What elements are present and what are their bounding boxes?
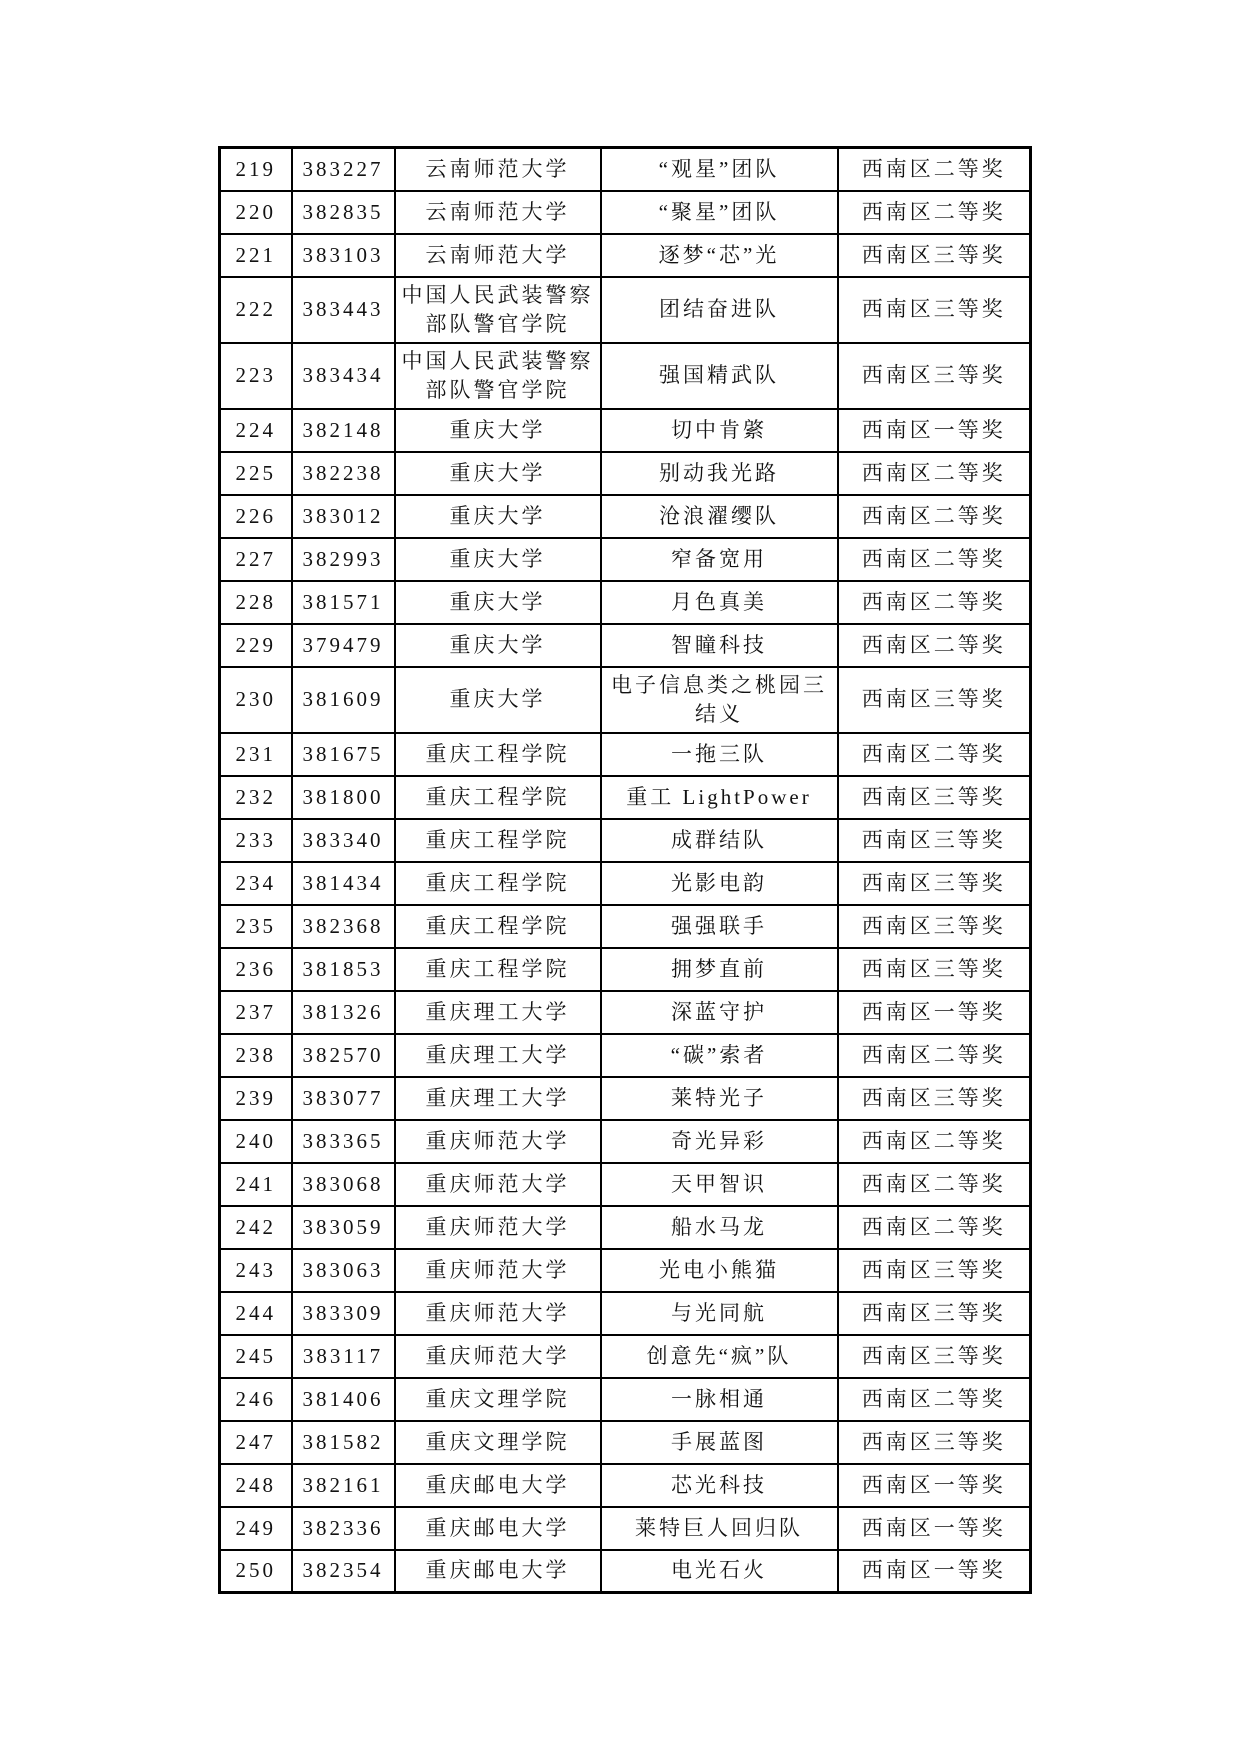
- table-row: [220, 1421, 1031, 1464]
- cell-award: 西南区二等奖: [838, 1163, 1031, 1206]
- cell-school-name: 重庆大学: [395, 538, 601, 581]
- cell-team-name: 月色真美: [601, 581, 838, 624]
- cell-award: 西南区一等奖: [838, 1507, 1031, 1550]
- table-row: [220, 1249, 1031, 1292]
- cell-award: 西南区三等奖: [838, 1077, 1031, 1120]
- cell-serial-number: 248: [220, 1464, 292, 1507]
- cell-serial-number: 222: [220, 277, 292, 343]
- table-row: [220, 495, 1031, 538]
- cell-school-name: 重庆理工大学: [395, 1034, 601, 1077]
- cell-school-name: 重庆邮电大学: [395, 1550, 601, 1593]
- cell-award: 西南区二等奖: [838, 1206, 1031, 1249]
- cell-school-name: 重庆大学: [395, 581, 601, 624]
- cell-serial-number: 235: [220, 905, 292, 948]
- cell-award: 西南区二等奖: [838, 538, 1031, 581]
- cell-team-name: 切中肯綮: [601, 409, 838, 452]
- cell-award: 西南区一等奖: [838, 1550, 1031, 1593]
- cell-award: 西南区一等奖: [838, 409, 1031, 452]
- cell-entry-id: 382161: [292, 1464, 395, 1507]
- cell-serial-number: 231: [220, 733, 292, 776]
- cell-serial-number: 244: [220, 1292, 292, 1335]
- cell-serial-number: 230: [220, 667, 292, 733]
- table-row: [220, 905, 1031, 948]
- cell-school-name: 重庆师范大学: [395, 1120, 601, 1163]
- cell-entry-id: 381406: [292, 1378, 395, 1421]
- cell-team-name: 奇光异彩: [601, 1120, 838, 1163]
- table-row: [220, 1163, 1031, 1206]
- cell-entry-id: 381326: [292, 991, 395, 1034]
- cell-team-name: 光影电韵: [601, 862, 838, 905]
- cell-award: 西南区二等奖: [838, 624, 1031, 667]
- cell-school-name: 重庆工程学院: [395, 733, 601, 776]
- table-row: [220, 862, 1031, 905]
- table-row: [220, 277, 1031, 343]
- cell-serial-number: 245: [220, 1335, 292, 1378]
- cell-award: 西南区三等奖: [838, 1249, 1031, 1292]
- cell-award: 西南区三等奖: [838, 234, 1031, 277]
- cell-entry-id: 381582: [292, 1421, 395, 1464]
- table-row: [220, 1507, 1031, 1550]
- cell-school-name: 重庆工程学院: [395, 819, 601, 862]
- cell-entry-id: 383103: [292, 234, 395, 277]
- cell-entry-id: 381800: [292, 776, 395, 819]
- cell-school-name: 重庆大学: [395, 624, 601, 667]
- cell-award: 西南区二等奖: [838, 191, 1031, 234]
- cell-award: 西南区三等奖: [838, 1292, 1031, 1335]
- cell-serial-number: 221: [220, 234, 292, 277]
- cell-entry-id: 379479: [292, 624, 395, 667]
- cell-school-name: 重庆理工大学: [395, 1077, 601, 1120]
- cell-school-name: 重庆文理学院: [395, 1421, 601, 1464]
- cell-award: 西南区三等奖: [838, 667, 1031, 733]
- cell-serial-number: 239: [220, 1077, 292, 1120]
- cell-team-name: 船水马龙: [601, 1206, 838, 1249]
- cell-entry-id: 383434: [292, 343, 395, 409]
- cell-entry-id: 382148: [292, 409, 395, 452]
- cell-serial-number: 250: [220, 1550, 292, 1593]
- cell-school-name: 重庆文理学院: [395, 1378, 601, 1421]
- table-row: [220, 234, 1031, 277]
- table-row: [220, 1335, 1031, 1378]
- cell-serial-number: 224: [220, 409, 292, 452]
- cell-entry-id: 383063: [292, 1249, 395, 1292]
- cell-team-name: 芯光科技: [601, 1464, 838, 1507]
- table-row: [220, 819, 1031, 862]
- cell-entry-id: 383309: [292, 1292, 395, 1335]
- cell-school-name: 云南师范大学: [395, 148, 601, 191]
- cell-team-name: 别动我光路: [601, 452, 838, 495]
- cell-award: 西南区二等奖: [838, 1034, 1031, 1077]
- table-row: [220, 581, 1031, 624]
- cell-team-name: 沧浪濯缨队: [601, 495, 838, 538]
- cell-serial-number: 243: [220, 1249, 292, 1292]
- cell-serial-number: 238: [220, 1034, 292, 1077]
- cell-award: 西南区二等奖: [838, 148, 1031, 191]
- cell-serial-number: 247: [220, 1421, 292, 1464]
- cell-serial-number: 249: [220, 1507, 292, 1550]
- cell-entry-id: 383365: [292, 1120, 395, 1163]
- cell-serial-number: 220: [220, 191, 292, 234]
- cell-serial-number: 241: [220, 1163, 292, 1206]
- table-row: [220, 452, 1031, 495]
- cell-award: 西南区三等奖: [838, 1421, 1031, 1464]
- cell-serial-number: 246: [220, 1378, 292, 1421]
- cell-entry-id: 382238: [292, 452, 395, 495]
- cell-award: 西南区二等奖: [838, 1378, 1031, 1421]
- cell-award: 西南区三等奖: [838, 862, 1031, 905]
- cell-team-name: 成群结队: [601, 819, 838, 862]
- cell-entry-id: 382835: [292, 191, 395, 234]
- cell-serial-number: 233: [220, 819, 292, 862]
- cell-serial-number: 234: [220, 862, 292, 905]
- cell-award: 西南区二等奖: [838, 581, 1031, 624]
- cell-entry-id: 382336: [292, 1507, 395, 1550]
- cell-team-name: 强国精武队: [601, 343, 838, 409]
- cell-entry-id: 381609: [292, 667, 395, 733]
- table-row: [220, 776, 1031, 819]
- cell-school-name: 重庆工程学院: [395, 905, 601, 948]
- cell-award: 西南区二等奖: [838, 733, 1031, 776]
- cell-entry-id: 382354: [292, 1550, 395, 1593]
- cell-team-name: 团结奋进队: [601, 277, 838, 343]
- cell-entry-id: 383340: [292, 819, 395, 862]
- table-row: [220, 538, 1031, 581]
- cell-school-name: 重庆师范大学: [395, 1206, 601, 1249]
- table-row: [220, 624, 1031, 667]
- table-row: [220, 1464, 1031, 1507]
- cell-school-name: 中国人民武装警察部队警官学院: [395, 277, 601, 343]
- cell-serial-number: 232: [220, 776, 292, 819]
- cell-team-name: 拥梦直前: [601, 948, 838, 991]
- table-row: [220, 667, 1031, 733]
- cell-award: 西南区三等奖: [838, 905, 1031, 948]
- cell-award: 西南区三等奖: [838, 343, 1031, 409]
- cell-school-name: 重庆工程学院: [395, 776, 601, 819]
- cell-entry-id: 383227: [292, 148, 395, 191]
- cell-award: 西南区一等奖: [838, 1464, 1031, 1507]
- cell-team-name: 一拖三队: [601, 733, 838, 776]
- results-table: [218, 146, 1032, 1594]
- cell-team-name: 创意先“疯”队: [601, 1335, 838, 1378]
- cell-school-name: 云南师范大学: [395, 234, 601, 277]
- cell-entry-id: 383068: [292, 1163, 395, 1206]
- cell-team-name: 天甲智识: [601, 1163, 838, 1206]
- cell-entry-id: 382368: [292, 905, 395, 948]
- cell-award: 西南区二等奖: [838, 452, 1031, 495]
- cell-school-name: 重庆师范大学: [395, 1335, 601, 1378]
- cell-school-name: 重庆工程学院: [395, 862, 601, 905]
- cell-team-name: 智瞳科技: [601, 624, 838, 667]
- table-row: [220, 191, 1031, 234]
- table-row: [220, 991, 1031, 1034]
- cell-school-name: 重庆大学: [395, 409, 601, 452]
- cell-team-name: 强强联手: [601, 905, 838, 948]
- cell-serial-number: 236: [220, 948, 292, 991]
- table-row: [220, 1292, 1031, 1335]
- cell-school-name: 重庆大学: [395, 495, 601, 538]
- cell-school-name: 重庆邮电大学: [395, 1507, 601, 1550]
- cell-school-name: 重庆师范大学: [395, 1292, 601, 1335]
- cell-team-name: 手展蓝图: [601, 1421, 838, 1464]
- cell-award: 西南区三等奖: [838, 1335, 1031, 1378]
- table-row: [220, 1206, 1031, 1249]
- cell-award: 西南区一等奖: [838, 991, 1031, 1034]
- cell-entry-id: 383012: [292, 495, 395, 538]
- cell-serial-number: 228: [220, 581, 292, 624]
- cell-entry-id: 383077: [292, 1077, 395, 1120]
- table-row: [220, 1077, 1031, 1120]
- cell-entry-id: 382993: [292, 538, 395, 581]
- cell-award: 西南区三等奖: [838, 819, 1031, 862]
- table-row: [220, 1120, 1031, 1163]
- table-row: [220, 733, 1031, 776]
- cell-school-name: 重庆师范大学: [395, 1163, 601, 1206]
- cell-school-name: 中国人民武装警察部队警官学院: [395, 343, 601, 409]
- cell-team-name: “观星”团队: [601, 148, 838, 191]
- cell-serial-number: 237: [220, 991, 292, 1034]
- table-row: [220, 409, 1031, 452]
- cell-serial-number: 226: [220, 495, 292, 538]
- cell-entry-id: 383443: [292, 277, 395, 343]
- cell-award: 西南区三等奖: [838, 948, 1031, 991]
- cell-team-name: 深蓝守护: [601, 991, 838, 1034]
- cell-school-name: 云南师范大学: [395, 191, 601, 234]
- cell-team-name: 莱特巨人回归队: [601, 1507, 838, 1550]
- cell-school-name: 重庆大学: [395, 667, 601, 733]
- cell-entry-id: 383117: [292, 1335, 395, 1378]
- cell-team-name: 窄备宽用: [601, 538, 838, 581]
- table-row: [220, 948, 1031, 991]
- cell-award: 西南区三等奖: [838, 277, 1031, 343]
- cell-serial-number: 240: [220, 1120, 292, 1163]
- cell-serial-number: 229: [220, 624, 292, 667]
- cell-school-name: 重庆理工大学: [395, 991, 601, 1034]
- cell-team-name: 逐梦“芯”光: [601, 234, 838, 277]
- cell-serial-number: 219: [220, 148, 292, 191]
- cell-team-name: 莱特光子: [601, 1077, 838, 1120]
- cell-team-name: “碳”索者: [601, 1034, 838, 1077]
- cell-entry-id: 382570: [292, 1034, 395, 1077]
- cell-entry-id: 381434: [292, 862, 395, 905]
- cell-school-name: 重庆师范大学: [395, 1249, 601, 1292]
- cell-entry-id: 381571: [292, 581, 395, 624]
- results-table-body: [220, 148, 1031, 1593]
- table-row: [220, 1550, 1031, 1593]
- cell-award: 西南区二等奖: [838, 1120, 1031, 1163]
- cell-team-name: 电子信息类之桃园三结义: [601, 667, 838, 733]
- cell-serial-number: 225: [220, 452, 292, 495]
- cell-entry-id: 381853: [292, 948, 395, 991]
- cell-team-name: 一脉相通: [601, 1378, 838, 1421]
- table-row: [220, 148, 1031, 191]
- cell-entry-id: 383059: [292, 1206, 395, 1249]
- cell-team-name: 与光同航: [601, 1292, 838, 1335]
- table-row: [220, 1034, 1031, 1077]
- cell-school-name: 重庆邮电大学: [395, 1464, 601, 1507]
- cell-school-name: 重庆大学: [395, 452, 601, 495]
- cell-serial-number: 223: [220, 343, 292, 409]
- cell-team-name: 光电小熊猫: [601, 1249, 838, 1292]
- table-row: [220, 1378, 1031, 1421]
- cell-award: 西南区二等奖: [838, 495, 1031, 538]
- cell-team-name: “聚星”团队: [601, 191, 838, 234]
- cell-school-name: 重庆工程学院: [395, 948, 601, 991]
- table-row: [220, 343, 1031, 409]
- cell-team-name: 重工 LightPower: [601, 776, 838, 819]
- cell-serial-number: 227: [220, 538, 292, 581]
- cell-team-name: 电光石火: [601, 1550, 838, 1593]
- cell-serial-number: 242: [220, 1206, 292, 1249]
- cell-award: 西南区三等奖: [838, 776, 1031, 819]
- cell-entry-id: 381675: [292, 733, 395, 776]
